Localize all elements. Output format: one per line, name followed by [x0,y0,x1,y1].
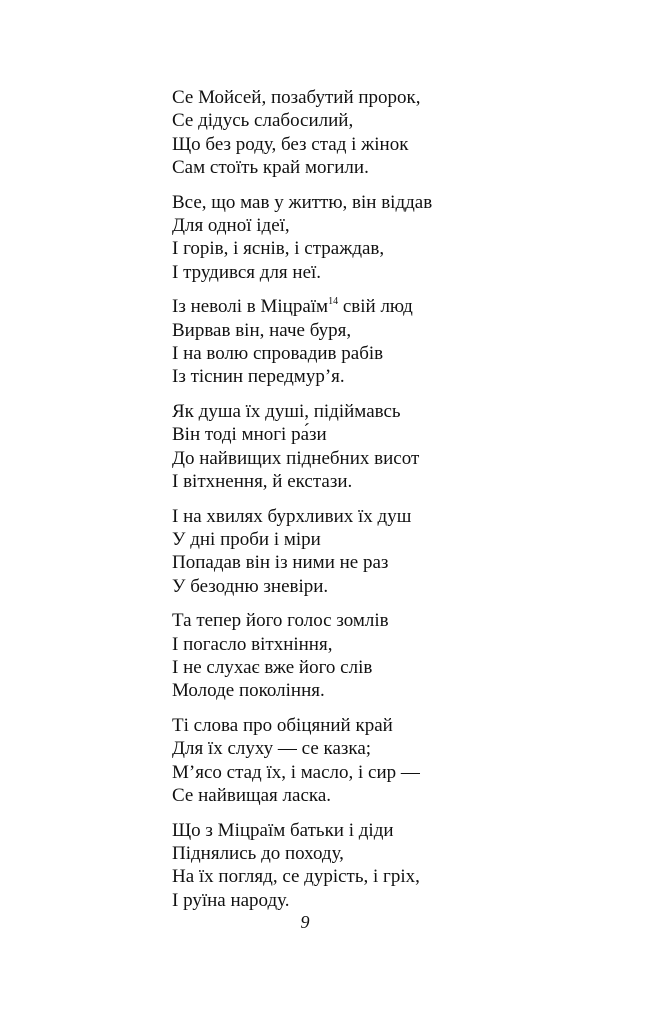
verse-line: І трудився для неї. [172,261,322,283]
stanza [172,714,432,807]
verse-line: Се Мойсей, позабутий пророк, [172,87,421,108]
verse-line: До найвищих піднебних висот [172,447,420,469]
verse-line: У безодню зневіри. [172,575,329,597]
page-number: 9 [300,912,310,932]
verse-line: І на хвилях бурхливих їх душ [172,505,412,527]
poem [172,86,432,924]
verse-line: І руїна народу. [172,889,290,911]
verse-line: І вітхнення, й екстази. [172,470,353,492]
stanza [172,400,432,493]
verse-line: Все, що мав у життю, він віддав [172,191,433,213]
stanza [172,819,432,912]
verse-line: Попадав він із ними не раз [172,552,389,574]
verse-line: Молоде покоління. [172,680,325,702]
verse-line: Сам стоїть край могили. [172,156,369,178]
verse-line: І погасло вітхніння, [172,633,333,655]
stanza [172,505,432,598]
footnote-marker[interactable]: 14 [328,296,339,308]
verse-line: І горів, і яснів, і страждав, [172,238,385,260]
verse-line: Для їх слуху — се казка; [172,738,372,760]
verse-line: Він тоді многі ра́зи [172,424,327,446]
verse-line-with-footnote [172,295,432,318]
verse-line: І не слухає вже його слів [172,657,373,679]
verse-text: свій люд [338,296,413,318]
verse-line: Як душа їх душі, підіймавсь [172,401,401,423]
verse-line: Се дідусь слабосилий, [172,110,354,132]
verse-line: І на волю спровадив рабів [172,342,384,364]
verse-line: Із тіснин передмур’я. [172,366,345,388]
stanza [172,295,432,388]
verse-line: Та тепер його голос зомлів [172,610,389,632]
verse-line: Вирвав він, наче буря, [172,319,352,341]
verse-line: М’ясо стад їх, і масло, і сир — [172,761,420,783]
verse-line: Се найвищая ласка. [172,785,332,807]
verse-line: Що з Міцраїм батьки і діди [172,819,394,841]
verse-text: Із неволі в Міцраїм [172,296,329,318]
verse-line: У дні проби і міри [172,529,321,551]
verse-line: Ті слова про обіцяний край [172,715,393,737]
stanza [172,609,432,702]
verse-line: Що без роду, без стад і жінок [172,133,409,155]
stanza [172,86,432,179]
verse-line: Піднялись до походу, [172,843,344,865]
verse-line: Для одної ідеї, [172,214,290,236]
stanza [172,191,432,284]
verse-line: На їх погляд, се дурість, і гріх, [172,866,420,888]
